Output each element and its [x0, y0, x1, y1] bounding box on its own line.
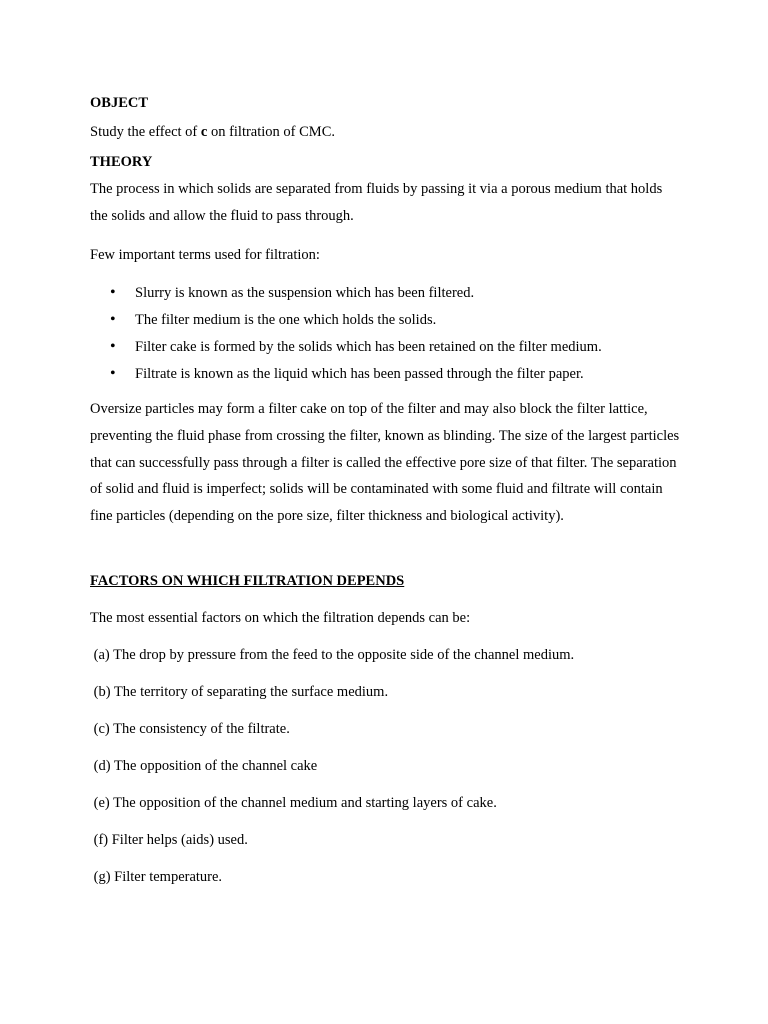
bullet-text: Filtrate is known as the liquid which has been passed through the filter paper. — [135, 366, 584, 382]
oversize-paragraph: Oversize particles may form a filter cake on top of the filter and may also block the filter lattice, preventing the fluid phase from crossing the filter, known as blinding. The size of the largest particles that can successfully pass through a filter is called the effective pore size of that filter. The separation of solid and fluid is imperfect; solids will be contaminated with some fluid and filtrate will contain fine particles (depending on the pore size, filter thickness and biological activity). — [90, 401, 680, 525]
factor-item-e: (e) The opposition of the channel medium and starting layers of cake. — [90, 795, 497, 811]
object-text-bold: c — [200, 124, 208, 140]
object-text-before: Study the effect of — [90, 124, 201, 140]
bullet-icon: • — [110, 338, 116, 355]
bullet-text: Filter cake is formed by the solids which has been retained on the filter medium. — [135, 339, 602, 355]
factor-item-c: (c) The consistency of the filtrate. — [90, 721, 290, 737]
object-heading: OBJECT — [90, 95, 149, 111]
terms-intro: Few important terms used for filtration: — [90, 247, 320, 263]
bullet-icon: • — [110, 311, 116, 328]
object-text-after: on filtration of CMC. — [207, 124, 335, 140]
object-statement — [90, 123, 335, 141]
bullet-icon: • — [110, 284, 116, 301]
bullet-text: Slurry is known as the suspension which has been filtered. — [135, 285, 475, 301]
factor-item-f: (f) Filter helps (aids) used. — [90, 832, 248, 848]
factor-item-g: (g) Filter temperature. — [90, 869, 223, 885]
factors-intro: The most essential factors on which the filtration depends can be: — [90, 610, 471, 626]
factors-heading: FACTORS ON WHICH FILTRATION DEPENDS — [90, 573, 405, 589]
theory-heading: THEORY — [90, 154, 153, 170]
theory-paragraph: The process in which solids are separated from fluids by passing it via a porous medium that holds the solids and allow the fluid to pass through. — [90, 181, 663, 224]
factor-item-b: (b) The territory of separating the surface medium. — [90, 684, 389, 700]
factor-item-d: (d) The opposition of the channel cake — [90, 758, 318, 774]
factor-item-a: (a) The drop by pressure from the feed to the opposite side of the channel medium. — [90, 647, 575, 663]
bullet-icon: • — [110, 365, 116, 382]
bullet-text: The filter medium is the one which holds the solids. — [135, 312, 437, 328]
